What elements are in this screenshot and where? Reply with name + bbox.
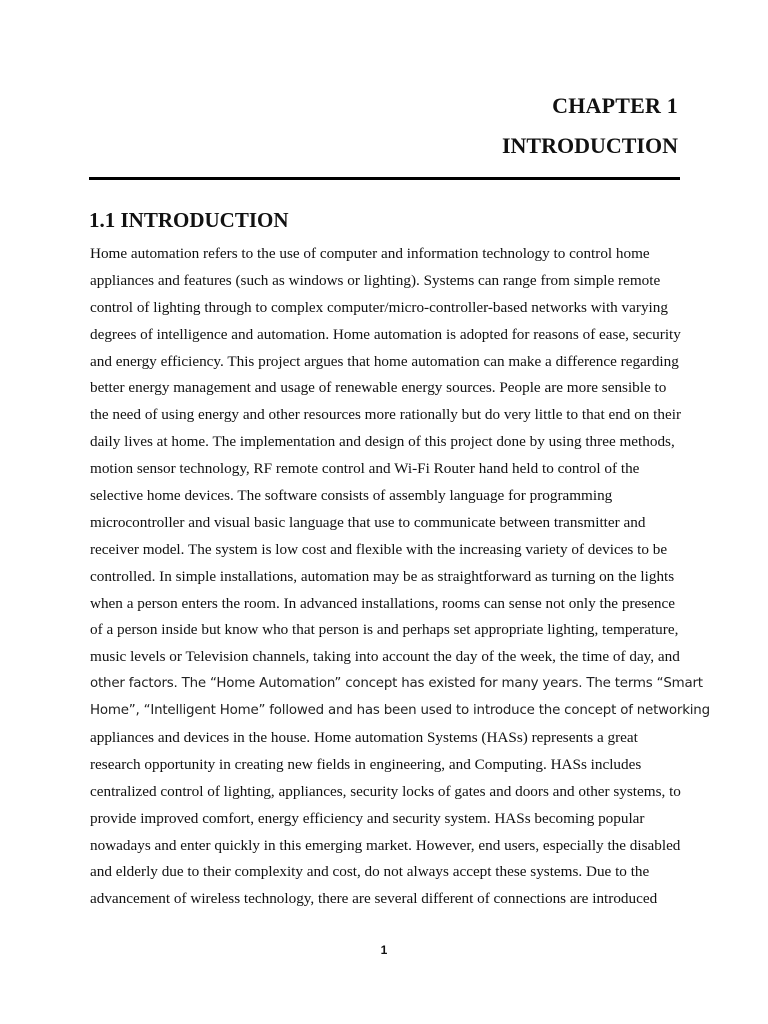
chapter-label: CHAPTER 1 xyxy=(552,93,678,118)
heading-divider xyxy=(89,177,680,180)
section-heading: 1.1 INTRODUCTION xyxy=(89,208,289,232)
body-line: Home”, “Intelligent Home” followed and has been used to introduce the concept of networking xyxy=(90,703,710,719)
body-line: daily lives at home. The implementation and design of this project done by using three methods, xyxy=(90,433,675,451)
body-line: appliances and features (such as windows or lighting). Systems can range from simple remote xyxy=(90,271,661,289)
body-line: Home automation refers to the use of computer and information technology to control home xyxy=(90,245,650,262)
body-line: and elderly due to their complexity and cost, do not always accept these systems. Due to the xyxy=(90,863,650,881)
body-line: selective home devices. The software consists of assembly language for programming xyxy=(90,487,613,505)
body-line: microcontroller and visual basic language that use to communicate between transmitter and xyxy=(90,513,646,531)
body-line: advancement of wireless technology, there are several different of connections are introduced xyxy=(90,890,658,908)
body-paragraph xyxy=(90,241,710,913)
body-line: nowadays and enter quickly in this emerging market. However, end users, especially the disabled xyxy=(90,836,681,854)
body-line: music levels or Television channels, taking into account the day of the week, the time of day, and xyxy=(90,648,680,666)
body-line: provide improved comfort, energy efficiency and security system. HASs becoming popular xyxy=(90,809,645,827)
body-line: receiver model. The system is low cost and flexible with the increasing variety of devices to be xyxy=(90,540,668,558)
body-line: better energy management and usage of renewable energy sources. People are more sensible to xyxy=(90,379,667,397)
body-line: controlled. In simple installations, automation may be as straightforward as turning on the lights xyxy=(90,567,675,585)
body-line: appliances and devices in the house. Home automation Systems (HASs) represents a great xyxy=(90,729,638,747)
body-line: when a person enters the room. In advanced installations, rooms can sense not only the presence xyxy=(90,594,675,612)
body-line: of a person inside but know who that person is and perhaps set appropriate lighting, temperature, xyxy=(90,621,679,639)
body-line: other factors. The “Home Automation” concept has existed for many years. The terms “Smart xyxy=(90,676,703,692)
chapter-title: INTRODUCTION xyxy=(501,133,678,158)
body-line: degrees of intelligence and automation. Home automation is adopted for reasons of ease, security xyxy=(90,325,681,343)
body-line: research opportunity in creating new fields in engineering, and Computing. HASs includes xyxy=(90,755,642,773)
body-line: the need of using energy and other resources more rationally but do very little to that end on their xyxy=(90,406,682,424)
body-line: and energy efficiency. This project argues that home automation can make a difference regarding xyxy=(90,352,679,370)
body-line: motion sensor technology, RF remote control and Wi-Fi Router hand held to control of the xyxy=(90,460,640,478)
body-line: control of lighting through to complex computer/micro-controller-based networks with varying xyxy=(90,298,668,316)
body-line: centralized control of lighting, appliances, security locks of gates and doors and other systems, to xyxy=(90,782,681,800)
page-number: 1 xyxy=(380,943,388,957)
